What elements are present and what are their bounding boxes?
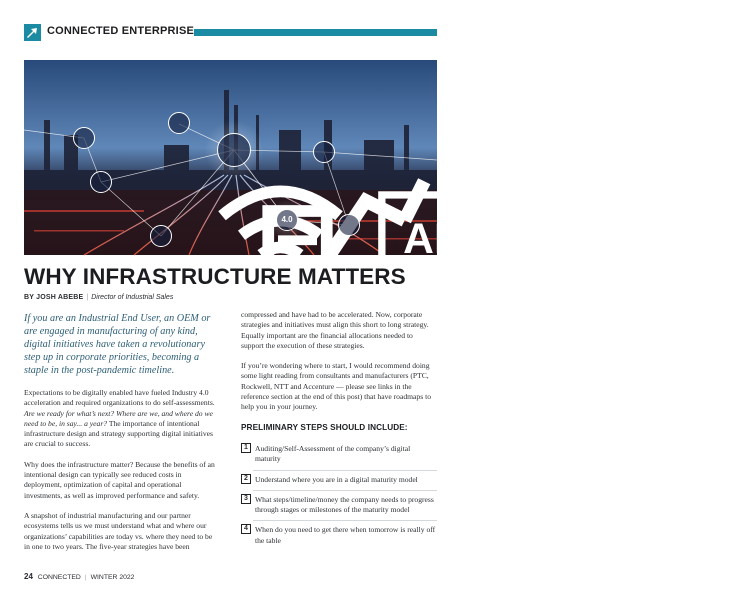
step-text: What steps/timeline/money the company needs to progress through stages or milestones of the maturity model [255,494,434,515]
step-item [241,524,437,546]
step-item [241,474,437,485]
paragraph-1-italic: Are we ready for what’s next? Where are we, and where do we need to be, in say... a year? [24,408,213,428]
byline-author: BY JOSH ABEBE [24,294,84,301]
paragraph-1-end: The importance of intentional infrastructure design and strategy supporting digital initiatives are crucial to success. [24,418,213,449]
hero-image [24,60,446,263]
paragraph-1 [24,388,220,450]
step-number: 2 [241,474,251,484]
section-title: CONNECTED ENTERPRISE [47,25,195,37]
step-number: 4 [241,524,251,534]
page-footer [24,572,134,581]
issue-name: WINTER 2022 [90,574,135,581]
section-header [24,24,437,42]
step-divider [253,470,437,471]
page-number: 24 [24,572,33,581]
paragraph-5: If you’re wondering where to start, I would recommend doing some light reading from consultants and manufacturers (PTC, Rockwell, NTT and Accenture — please see links in the reference section at the end of this post) that have roadmaps to help you in your journey. [241,361,431,412]
svg-text:AI: AI [403,214,446,263]
paragraph-1-text: Expectations to be digitally enabled have fueled Industry 4.0 acceleration and required organizations to do self-assessments. [24,388,215,408]
wifi-icon [73,127,95,149]
column-right [241,310,437,555]
column-left [24,312,220,562]
step-item [241,443,437,465]
server-icon [90,171,112,193]
header-accent-bar [194,29,437,36]
step-number: 3 [241,494,251,504]
article-lede: If you are an Industrial End User, an OEM or are engaged in manufacturing of any kind, digital initiatives have taken a revolutionary step up in corporate priorities, becoming a staple in the post-pandemic timeline. [24,313,211,376]
byline-role: Director of Industrial Sales [91,294,174,301]
user-icon [313,141,335,163]
step-text: Understand where you are in a digital maturity model [255,474,418,484]
cloud-icon [150,225,172,247]
paragraph-4: compressed and have had to be accelerated. Now, corporate strategies and initiatives must align this short to long strategy. Equally important are the financial allocations needed to support the execution of these strategies. [241,310,429,350]
step-text: When do you need to get there when tomorrow is really off the table [255,525,436,545]
paragraph-3: A snapshot of industrial manufacturing and our partner ecosystems tells us we must understand what and where our organizations’ capabilities are today vs. where they need to be in one to two years. The five-year strategies have been [24,510,213,551]
step-divider [253,490,437,491]
brand-logo-icon [24,24,41,41]
footer-separator: | [84,574,87,581]
byline [24,294,173,301]
step-text: Auditing/Self-Assessment of the company’s digital maturity [255,443,411,464]
steps-heading: PRELIMINARY STEPS SHOULD INCLUDE: [241,422,408,432]
publication-name: CONNECTED [37,574,81,581]
step-item [241,494,437,516]
paragraph-2: Why does the infrastructure matter? Because the benefits of an intentional design can typically see reduced costs in deployment, optimization of capital and operational investments, as well as improved performance and safety. [24,459,215,500]
badge-4-0: 4.0 [276,209,298,231]
step-number: 1 [241,443,251,453]
article-title: WHY INFRASTRUCTURE MATTERS [24,264,406,289]
step-divider [253,520,437,521]
byline-separator: | [86,294,89,301]
